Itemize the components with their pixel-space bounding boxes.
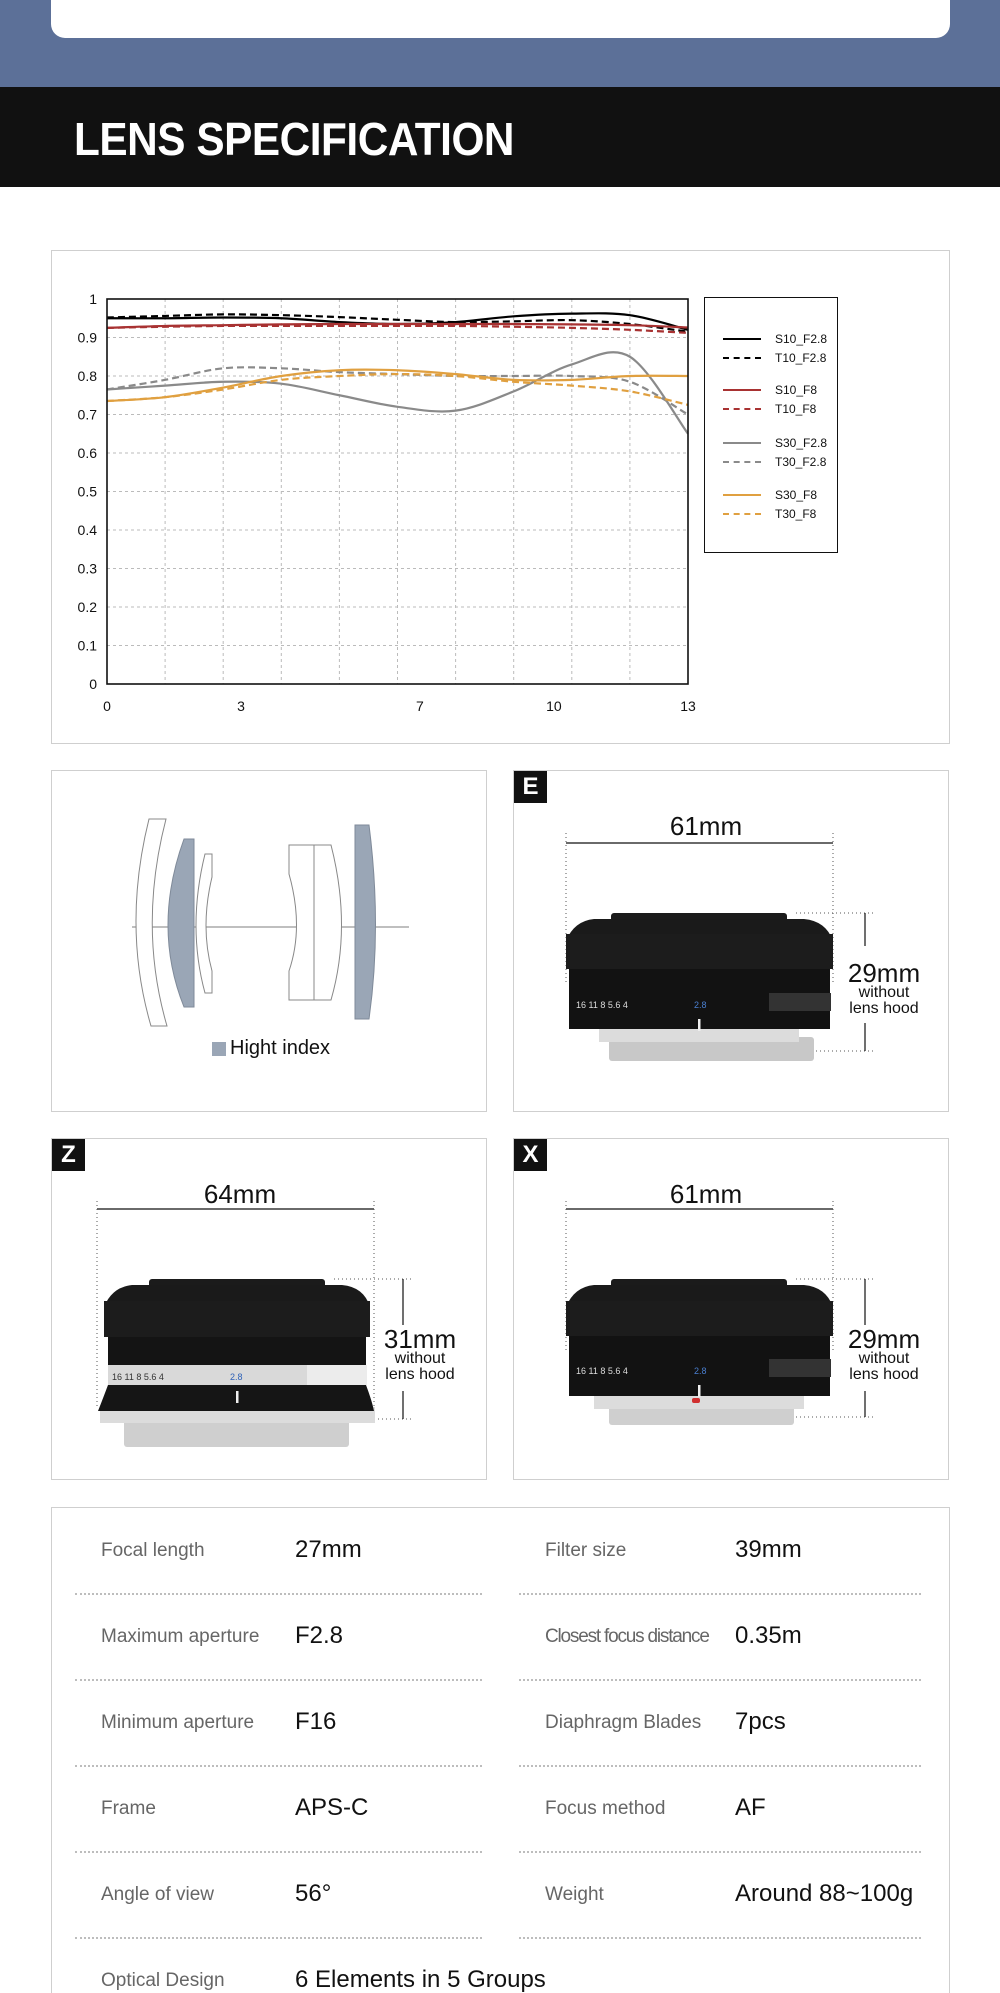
spec-label: Closest focus distance [545,1626,709,1647]
high-index-label: Hight index [230,1037,331,1059]
high-index-swatch [212,1042,226,1056]
lens-illustration-e [514,771,950,1113]
svg-text:0.3: 0.3 [77,560,97,577]
svg-text:2.8: 2.8 [230,1372,243,1382]
spec-value: 0.35m [735,1622,802,1649]
optical-design-diagram [51,770,487,1112]
chart-legend [704,297,838,553]
spec-label: Frame [101,1798,156,1819]
spec-row-closest-focus [545,1594,925,1680]
legend-label: T10_F2.8 [775,351,827,365]
height-label: 31mm without lens hood [383,1324,457,1383]
height-label: 29mm without lens hood [847,958,921,1017]
legend-label: S10_F2.8 [775,332,828,346]
section-header [0,87,1000,187]
spec-label: Focal length [101,1540,205,1561]
legend-line-icon [723,338,761,340]
legend-label: T30_F2.8 [775,455,827,469]
svg-text:16 11 8 5.6 4: 16 11 8 5.6 4 [576,1366,628,1376]
spec-label: Diaphragm Blades [545,1712,702,1733]
spec-value: APS-C [295,1794,369,1821]
previous-section-card [51,0,950,38]
spec-table [51,1507,950,1993]
svg-text:2.8: 2.8 [694,1000,707,1010]
svg-text:7: 7 [415,698,424,714]
legend-line-icon [723,442,761,444]
legend-item [723,507,816,521]
spec-row-frame [101,1766,481,1852]
spec-row-filter-size [545,1508,925,1594]
spec-row-focal-length [101,1508,481,1594]
svg-text:0.1: 0.1 [77,637,97,654]
legend-line-icon [723,513,761,515]
spec-row-max-aperture [101,1594,481,1680]
svg-text:0.5: 0.5 [77,483,97,500]
spec-row-diaphragm-blades [545,1680,925,1766]
svg-text:0.4: 0.4 [77,522,97,538]
spec-row-optical-design [101,1938,601,1993]
spec-label: Focus method [545,1798,666,1819]
spec-value: 6 Elements in 5 Groups [295,1966,546,1993]
legend-item [723,332,827,346]
high-index-legend [212,1037,330,1060]
spec-label: Minimum aperture [101,1712,255,1733]
svg-text:0.8: 0.8 [77,368,97,384]
legend-line-icon [723,389,761,391]
mount-badge-z: Z [52,1139,85,1171]
svg-text:0.6: 0.6 [77,445,97,461]
spec-value: F2.8 [295,1622,344,1649]
legend-line-icon [723,408,761,410]
legend-item [723,351,826,365]
spec-label: Filter size [545,1540,627,1561]
dimension-panel-x-mount [513,1138,949,1480]
svg-text:0.7: 0.7 [77,406,97,423]
legend-label: S30_F8 [775,488,818,502]
legend-label: S10_F8 [775,383,818,397]
svg-text:3: 3 [237,698,245,714]
spec-value: 27mm [295,1536,362,1563]
spec-row-angle-of-view [101,1852,481,1938]
spec-row-weight [545,1852,925,1938]
svg-text:10: 10 [546,698,562,714]
legend-label: T10_F8 [775,402,817,416]
height-label: 29mm without lens hood [847,1324,921,1383]
width-label: 64mm [203,1179,277,1209]
mtf-chart-panel [51,250,950,744]
legend-item [723,402,816,416]
width-label: 61mm [669,1179,743,1209]
svg-text:1: 1 [89,291,97,307]
svg-text:0: 0 [103,698,111,714]
svg-text:13: 13 [680,698,696,714]
spec-value: 56° [295,1880,332,1907]
legend-item [723,488,817,502]
spec-row-min-aperture [101,1680,481,1766]
row-divider [519,1937,921,1939]
width-label: 61mm [669,811,743,841]
svg-text:16 11 8 5.6 4: 16 11 8 5.6 4 [576,1000,628,1010]
spec-value: 39mm [735,1536,802,1563]
legend-label: S30_F2.8 [775,436,828,450]
dimension-panel-e-mount [513,770,949,1112]
legend-line-icon [723,461,761,463]
spec-label: Maximum aperture [101,1626,260,1647]
spec-label: Weight [545,1884,604,1905]
lens-illustration-x [514,1139,950,1481]
spec-row-focus-method [545,1766,925,1852]
legend-item [723,436,827,450]
mount-badge-x: X [514,1139,547,1171]
top-band [0,0,1000,87]
spec-value: Around 88~100g [735,1880,914,1907]
lens-illustration-z [52,1139,488,1481]
spec-value: F16 [295,1708,337,1735]
legend-label: T30_F8 [775,507,817,521]
spec-label: Optical Design [101,1970,225,1991]
legend-line-icon [723,357,761,359]
dimension-panel-z-mount [51,1138,487,1480]
svg-text:0: 0 [89,676,97,692]
page-title: LENS SPECIFICATION [74,113,515,165]
legend-line-icon [723,494,761,496]
svg-text:0.9: 0.9 [77,329,97,346]
spec-label: Angle of view [101,1884,215,1905]
legend-item [723,383,817,397]
mount-badge-e: E [514,771,547,803]
spec-value: AF [735,1794,766,1821]
lens-elements-diagram [52,771,488,1113]
svg-text:0.2: 0.2 [77,599,97,615]
legend-item [723,455,826,469]
svg-text:16 11 8 5.6 4: 16 11 8 5.6 4 [112,1372,164,1382]
svg-text:2.8: 2.8 [694,1366,707,1376]
spec-value: 7pcs [735,1708,786,1735]
